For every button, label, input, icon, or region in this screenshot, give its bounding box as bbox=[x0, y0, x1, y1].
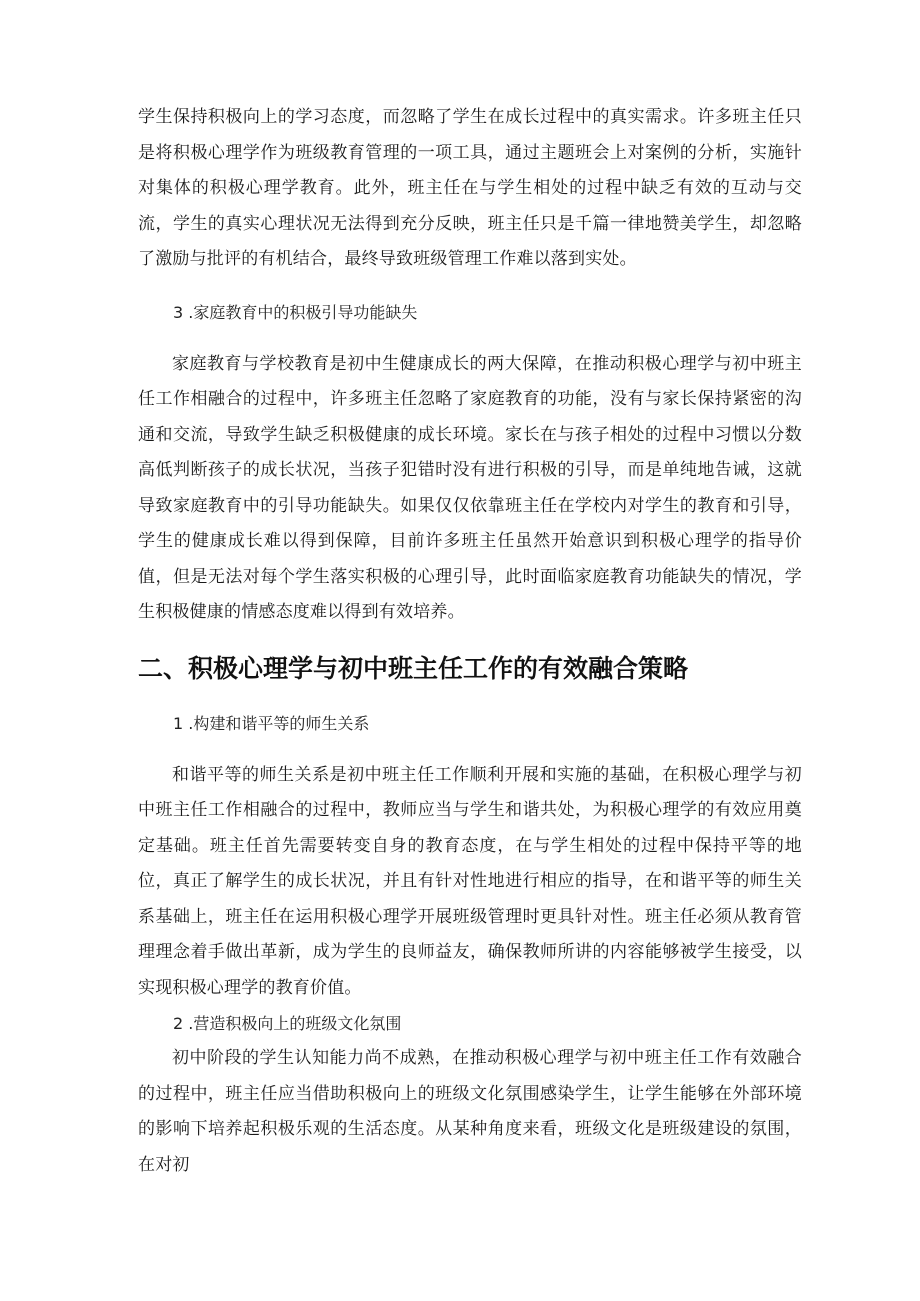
subheading-1: 1 .构建和谐平等的师生关系 bbox=[173, 713, 370, 733]
subheading-3: 3 .家庭教育中的积极引导功能缺失 bbox=[173, 302, 418, 322]
paragraph-teacher-student-relation: 和谐平等的师生关系是初中班主任工作顺利开展和实施的基础，在积极心理学与初中班主任工作相融合的过程中，教师应当与学生和谐共处，为积极心理学的有效应用奠定基础。班主任首先需要转变自身的教育态度，在与学生相处的过程中保持平等的地位，真正了解学生的成长状况，并且有针对性地进行相应的指导，在和谐平等的师生关系基础上，班主任在运用积极心理学开展班级管理时更具针对性。班主任必须从教育管理理念着手做出革新，成为学生的良师益友，确保教师所讲的内容能够被学生接受，以实现积极心理学的教育价值。 bbox=[138, 764, 802, 998]
section-heading: 二、积极心理学与初中班主任工作的有效融合策略 bbox=[138, 653, 689, 683]
document-page bbox=[138, 100, 802, 1183]
subheading-2: 2 .营造积极向上的班级文化氛围 bbox=[173, 1014, 402, 1033]
paragraph-continued: 学生保持积极向上的学习态度，而忽略了学生在成长过程中的真实需求。许多班主任只是将积极心理学作为班级教育管理的一项工具，通过主题班会上对案例的分析，实施针对集体的积极心理学教育。此外，班主任在与学生相处的过程中缺乏有效的互动与交流，学生的真实心理状况无法得到充分反映，班主任只是千篇一律地赞美学生，却忽略了激励与批评的有机结合，最终导致班级管理工作难以落到实处。 bbox=[138, 107, 802, 269]
spacer bbox=[138, 278, 802, 295]
spacer bbox=[138, 330, 802, 347]
spacer bbox=[138, 741, 802, 758]
paragraph-class-culture: 初中阶段的学生认知能力尚不成熟，在推动积极心理学与初中班主任工作有效融合的过程中，班主任应当借助积极向上的班级文化氛围感染学生，让学生能够在外部环境的影响下培养起积极乐观的生活态度。从某种角度来看，班级文化是班级建设的氛围，在对初 bbox=[138, 1048, 802, 1175]
spacer bbox=[138, 689, 802, 706]
paragraph-family-education: 家庭教育与学校教育是初中生健康成长的两大保障，在推动积极心理学与初中班主任工作相融合的过程中，许多班主任忽略了家庭教育的功能，没有与家长保持紧密的沟通和交流，导致学生缺乏积极健康的成长环境。家长在与孩子相处的过程中习惯以分数高低判断孩子的成长状况，当孩子犯错时没有进行积极的引导，而是单纯地告诫，这就导致家庭教育中的引导功能缺失。如果仅仅依靠班主任在学校内对学生的教育和引导，学生的健康成长难以得到保障，目前许多班主任虽然开始意识到积极心理学的指导价值，但是无法对每个学生落实积极的心理引导，此时面临家庭教育功能缺失的情况，学生积极健康的情感态度难以得到有效培养。 bbox=[138, 353, 802, 622]
spacer bbox=[138, 631, 802, 649]
